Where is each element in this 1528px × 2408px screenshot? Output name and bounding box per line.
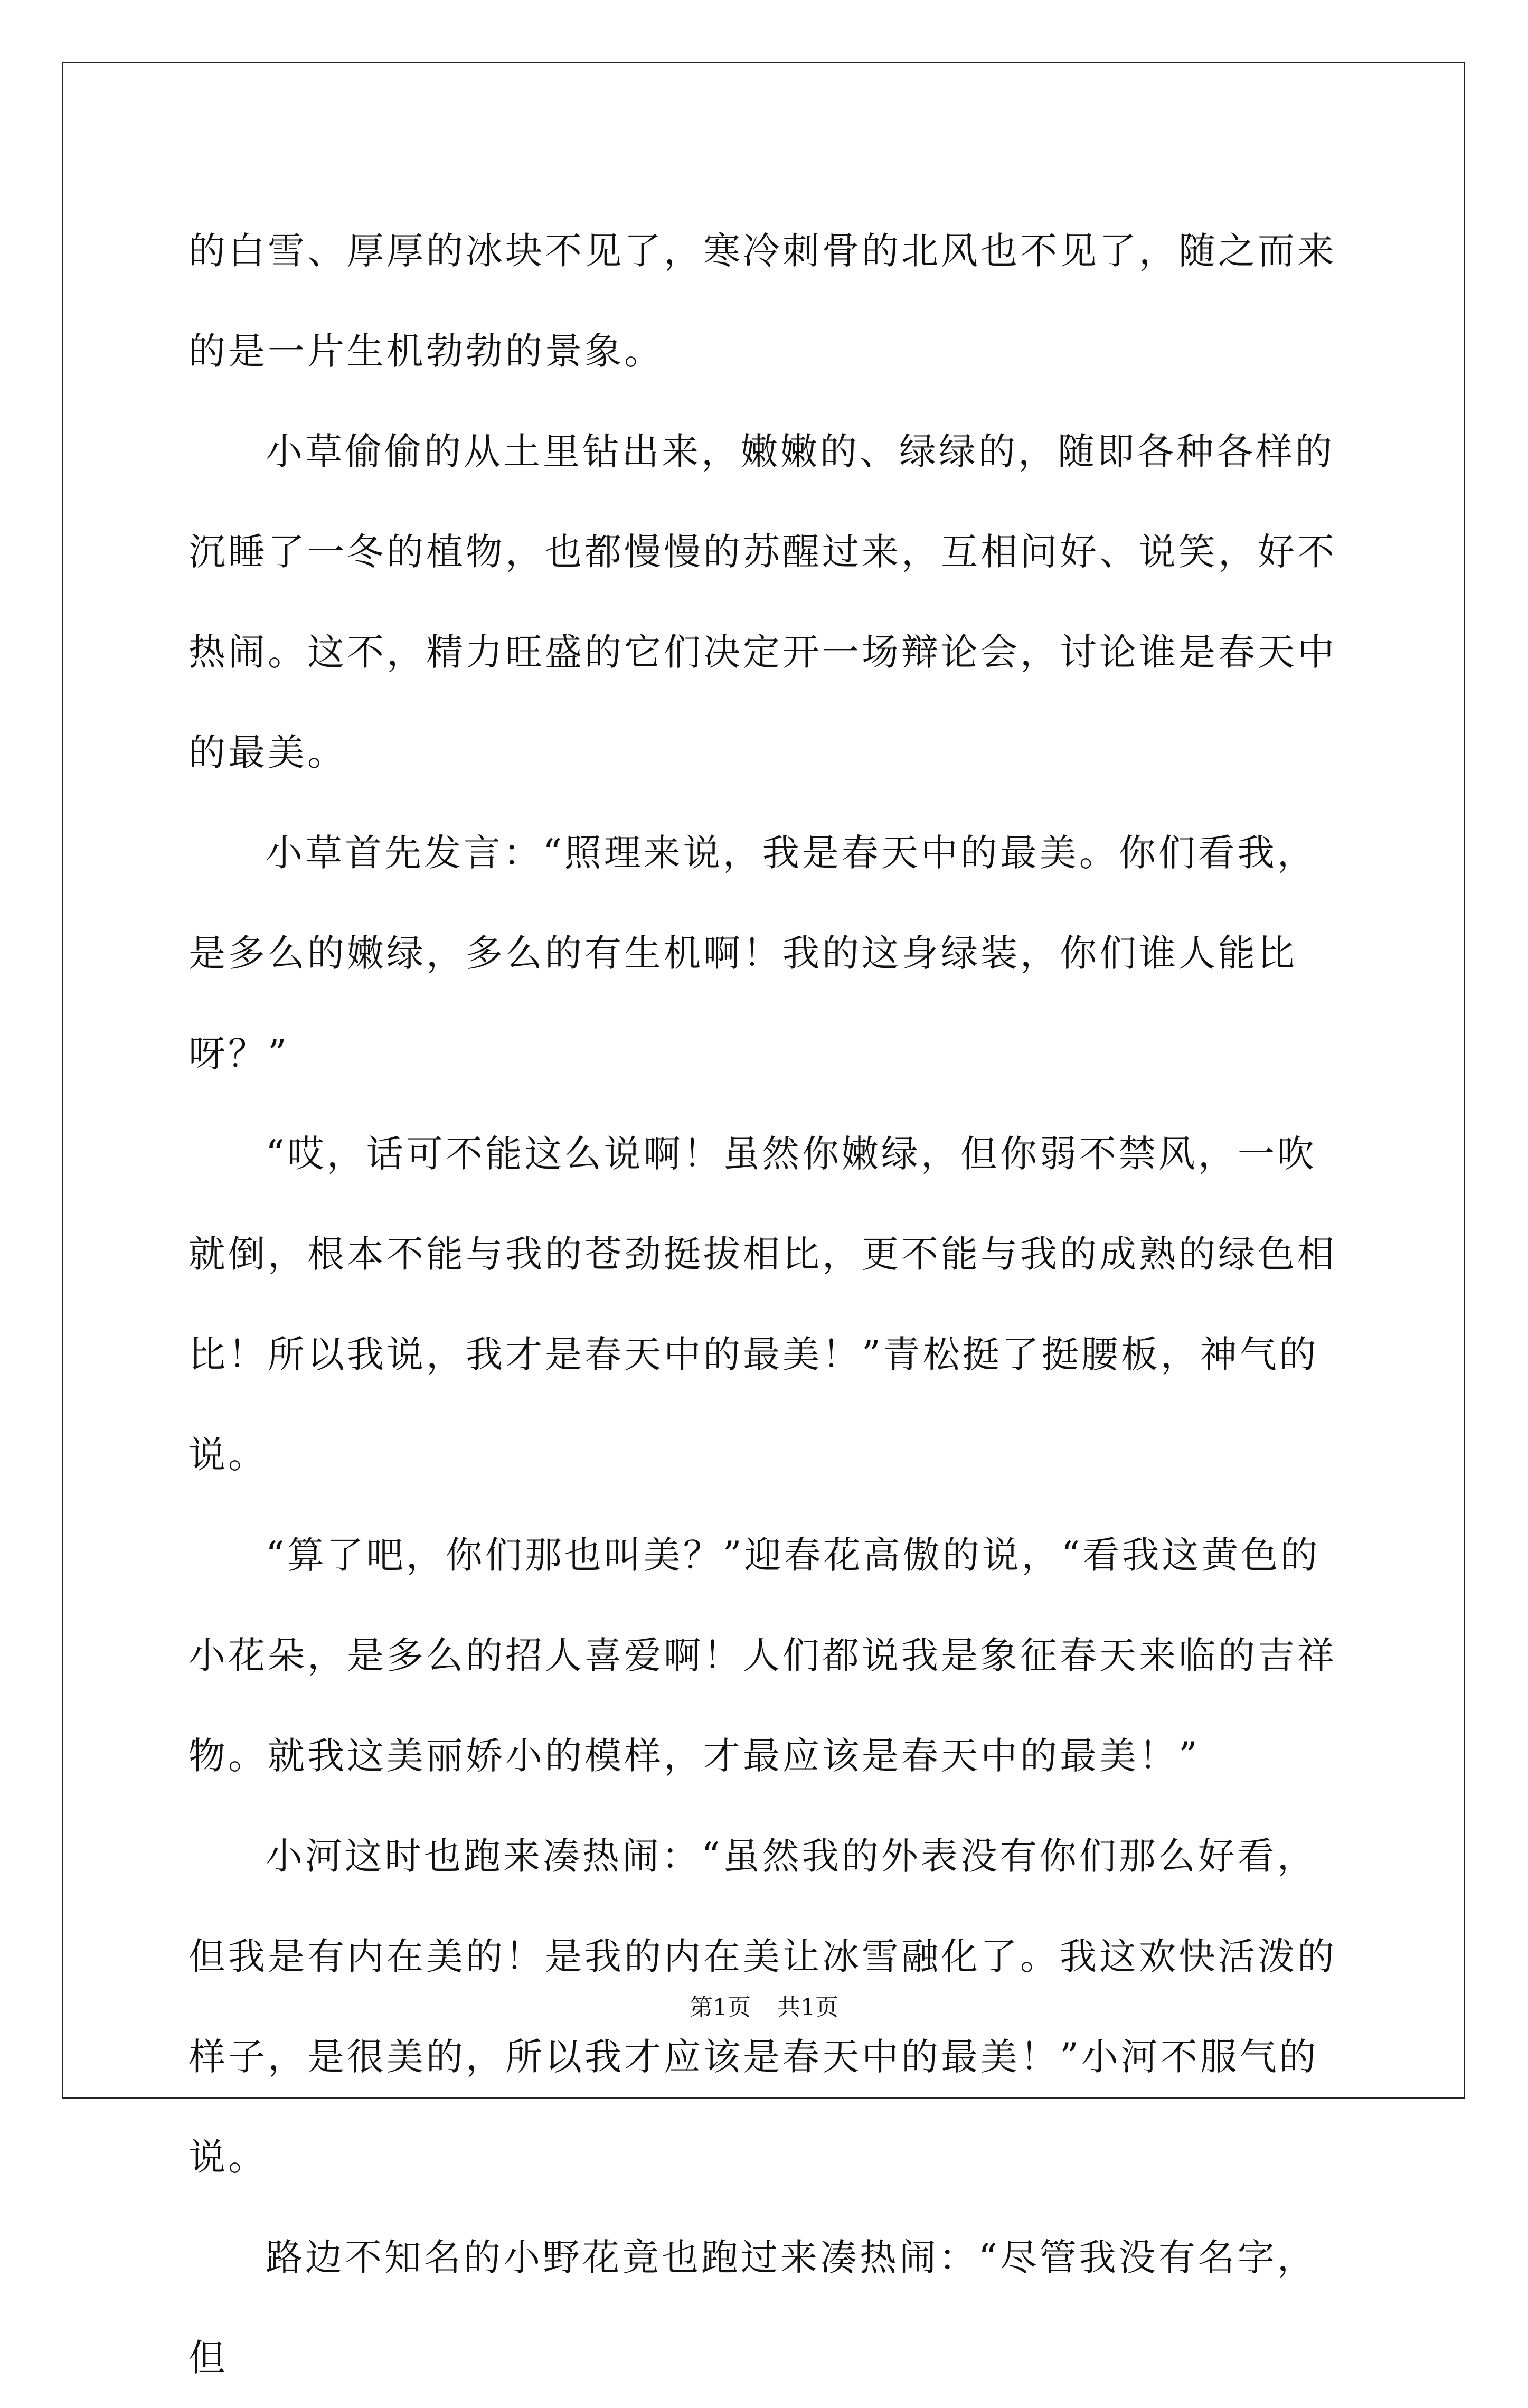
- paragraph-2: 小草偷偷的从土里钻出来，嫩嫩的、绿绿的，随即各种各样的沉睡了一冬的植物，也都慢慢的苏醒过来，互相问好、说笑，好不热闹。这不，精力旺盛的它们决定开一场辩论会，讨论谁是春天中的最美。: [188, 430, 1337, 774]
- paragraph-1: 的白雪、厚厚的冰块不见了，寒冷刺骨的北风也不见了，随之而来的是一片生机勃勃的景象。: [188, 229, 1337, 373]
- document-body: [188, 201, 1340, 2408]
- page-total: 共1页: [777, 1994, 838, 2021]
- paragraph-4: “哎，话可不能这么说啊！虽然你嫩绿，但你弱不禁风，一吹就倒，根本不能与我的苍劲挺拔相比，更不能与我的成熟的绿色相比！所以我说，我才是春天中的最美！”青松挺了挺腰板，神气的说。: [188, 1132, 1337, 1476]
- paragraph-6: 小河这时也跑来凑热闹：“虽然我的外表没有你们那么好看，但我是有内在美的！是我的内在美让冰雪融化了。我这欢快活泼的样子，是很美的，所以我才应该是春天中的最美！”小河不服气的说。: [188, 1835, 1337, 2179]
- page-number: 第1页: [690, 1994, 751, 2021]
- paragraph-7: 路边不知名的小野花竟也跑过来凑热闹：“尽管我没有名字，但: [188, 2236, 1317, 2379]
- paragraph-3: 小草首先发言：“照理来说，我是春天中的最美。你们看我，是多么的嫩绿，多么的有生机啊！我的这身绿装，你们谁人能比呀？”: [188, 831, 1317, 1075]
- paragraph-5: “算了吧，你们那也叫美？”迎春花高傲的说，“看我这黄色的小花朵，是多么的招人喜爱啊！人们都说我是象征春天来临的吉祥物。就我这美丽娇小的模样，才最应该是春天中的最美！”: [188, 1534, 1337, 1777]
- page-footer: [0, 1992, 1528, 2024]
